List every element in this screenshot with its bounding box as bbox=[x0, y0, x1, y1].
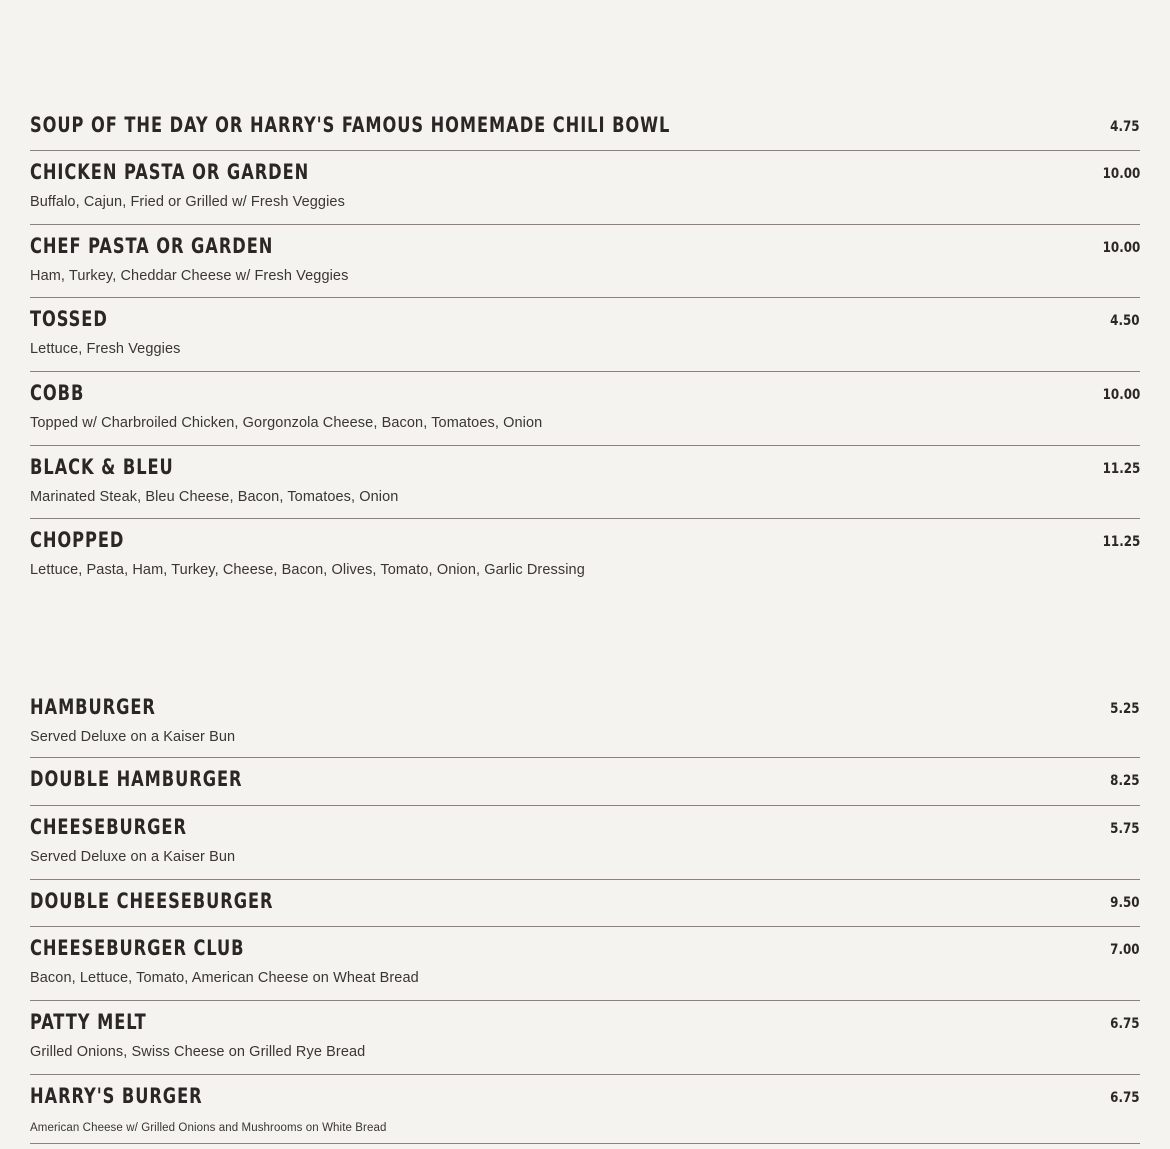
menu-item-hamburger bbox=[30, 686, 1140, 758]
item-description: Served Deluxe on a Kaiser Bun bbox=[30, 849, 236, 865]
menu-item-patty-melt bbox=[30, 1001, 1140, 1075]
item-price: 8.25 bbox=[1110, 773, 1140, 789]
item-description: Buffalo, Cajun, Fried or Grilled w/ Fresh Veggies bbox=[30, 194, 345, 210]
item-description: Lettuce, Pasta, Ham, Turkey, Cheese, Bacon, Olives, Tomato, Onion, Garlic Dressing bbox=[30, 562, 585, 578]
item-price: 10.00 bbox=[1102, 240, 1140, 256]
item-name: COBB bbox=[30, 381, 85, 405]
menu-item-chicken-pasta bbox=[30, 151, 1140, 225]
item-name: DOUBLE CHEESEBURGER bbox=[30, 889, 274, 913]
item-price: 5.25 bbox=[1110, 701, 1140, 717]
item-name: PATTY MELT bbox=[30, 1010, 147, 1034]
menu-item-chopped bbox=[30, 519, 1140, 593]
item-description: Grilled Onions, Swiss Cheese on Grilled Rye Bread bbox=[30, 1044, 366, 1060]
item-price: 4.75 bbox=[1110, 119, 1140, 135]
menu-item-black-bleu bbox=[30, 446, 1140, 519]
item-description: Topped w/ Charbroiled Chicken, Gorgonzola Cheese, Bacon, Tomatoes, Onion bbox=[30, 415, 543, 431]
item-price: 7.00 bbox=[1110, 942, 1140, 958]
item-price: 4.50 bbox=[1110, 313, 1140, 329]
menu-item-cheeseburger bbox=[30, 806, 1140, 880]
item-name: CHEESEBURGER CLUB bbox=[30, 936, 245, 960]
menu-item-tossed bbox=[30, 298, 1140, 372]
burgers-section bbox=[30, 686, 1140, 1144]
menu-item-cobb bbox=[30, 372, 1140, 446]
item-description: Ham, Turkey, Cheddar Cheese w/ Fresh Veggies bbox=[30, 268, 349, 284]
item-name: BLACK & BLEU bbox=[30, 455, 174, 479]
item-price: 9.50 bbox=[1110, 895, 1140, 911]
item-name: CHEF PASTA OR GARDEN bbox=[30, 234, 274, 258]
item-name: DOUBLE HAMBURGER bbox=[30, 767, 243, 791]
item-price: 11.25 bbox=[1102, 534, 1140, 550]
item-description: American Cheese w/ Grilled Onions and Mushrooms on White Bread bbox=[30, 1122, 387, 1134]
item-description: Bacon, Lettuce, Tomato, American Cheese on Wheat Bread bbox=[30, 970, 419, 986]
item-description: Lettuce, Fresh Veggies bbox=[30, 341, 181, 357]
item-name: TOSSED bbox=[30, 307, 108, 331]
item-name: HAMBURGER bbox=[30, 695, 156, 719]
item-name: CHEESEBURGER bbox=[30, 815, 187, 839]
item-price: 5.75 bbox=[1110, 821, 1140, 837]
item-price: 10.00 bbox=[1102, 387, 1140, 403]
item-price: 6.75 bbox=[1110, 1016, 1140, 1032]
item-price: 10.00 bbox=[1102, 166, 1140, 182]
item-name: CHICKEN PASTA OR GARDEN bbox=[30, 160, 310, 184]
menu-item-harrys-burger bbox=[30, 1075, 1140, 1144]
salads-section bbox=[30, 104, 1140, 593]
item-name: CHOPPED bbox=[30, 528, 125, 552]
menu-item-soup-chili bbox=[30, 104, 1140, 151]
item-description: Served Deluxe on a Kaiser Bun bbox=[30, 729, 236, 745]
item-price: 6.75 bbox=[1110, 1090, 1140, 1106]
menu-item-double-cheeseburger bbox=[30, 880, 1140, 927]
menu-item-double-hamburger bbox=[30, 758, 1140, 806]
item-name: HARRY'S BURGER bbox=[30, 1084, 203, 1108]
item-description: Marinated Steak, Bleu Cheese, Bacon, Tomatoes, Onion bbox=[30, 489, 399, 505]
menu-item-cheeseburger-club bbox=[30, 927, 1140, 1001]
menu-item-chef-pasta bbox=[30, 225, 1140, 298]
item-name: SOUP OF THE DAY OR HARRY'S FAMOUS HOMEMADE CHILI BOWL bbox=[30, 113, 671, 137]
item-price: 11.25 bbox=[1102, 461, 1140, 477]
